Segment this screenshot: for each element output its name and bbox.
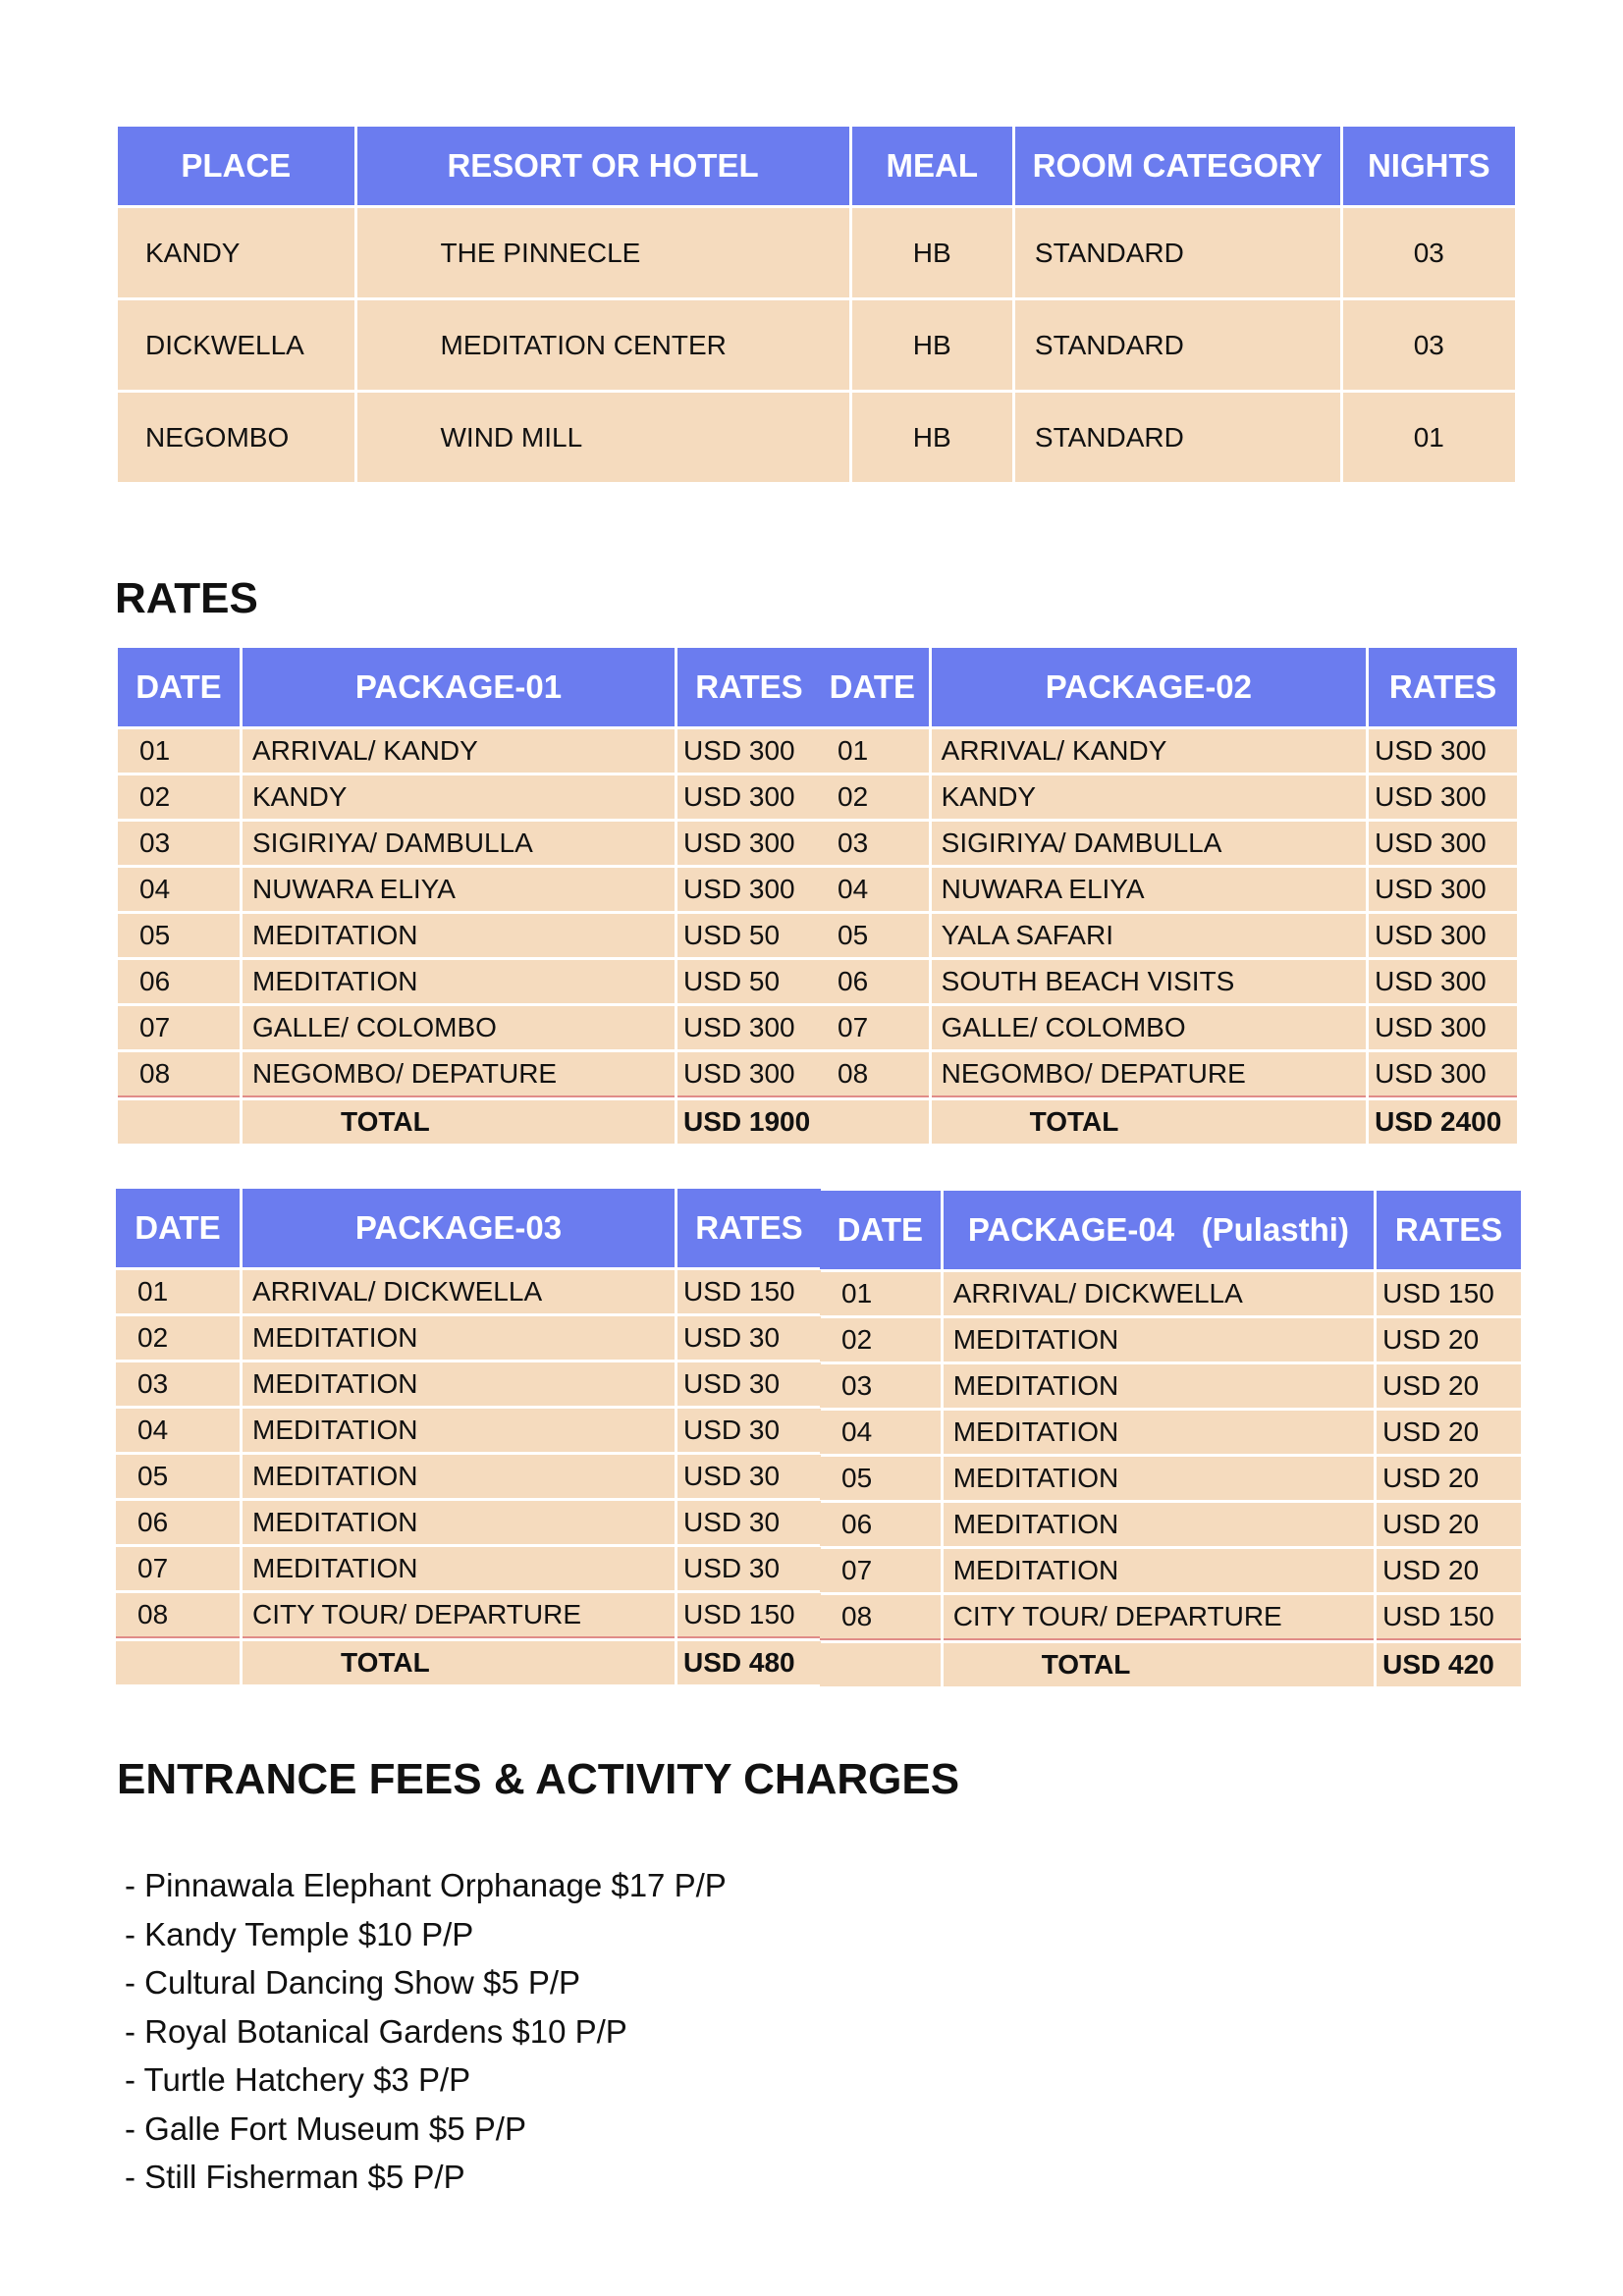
- table-row: [118, 775, 821, 819]
- date-cell: 08: [116, 1593, 240, 1638]
- nights-cell: 03: [1343, 300, 1515, 390]
- package-header-row: [820, 1191, 1521, 1269]
- date-cell: 01: [118, 729, 240, 773]
- package-header-row: [816, 648, 1517, 726]
- rate-cell: USD 150: [677, 1270, 821, 1313]
- rate-cell: USD 300: [1369, 1006, 1517, 1049]
- table-row: [118, 1006, 821, 1049]
- empty-cell: [820, 1643, 941, 1686]
- rate-cell: USD 20: [1377, 1503, 1521, 1546]
- header-date: DATE: [816, 648, 929, 726]
- total-row: [116, 1641, 821, 1684]
- date-cell: 03: [116, 1362, 240, 1406]
- activity-cell: MEDITATION: [944, 1457, 1374, 1500]
- table-row: [820, 1364, 1521, 1408]
- total-value: USD 2400: [1369, 1100, 1517, 1144]
- activity-cell: NEGOMBO/ DEPATURE: [932, 1052, 1367, 1097]
- rate-cell: USD 20: [1377, 1549, 1521, 1592]
- table-row: [816, 1006, 1517, 1049]
- package-header-row: [118, 648, 821, 726]
- table-row: [118, 914, 821, 957]
- activity-cell: ARRIVAL/ KANDY: [932, 729, 1367, 773]
- date-cell: 05: [820, 1457, 941, 1500]
- table-row: [118, 1052, 821, 1097]
- rate-cell: USD 300: [677, 822, 821, 865]
- table-row: [820, 1549, 1521, 1592]
- table-row: [820, 1318, 1521, 1362]
- rate-cell: USD 300: [677, 775, 821, 819]
- header-rates: RATES: [1377, 1191, 1521, 1269]
- rate-cell: USD 150: [1377, 1272, 1521, 1315]
- table-row: [816, 1052, 1517, 1097]
- header-room-category: ROOM CATEGORY: [1015, 127, 1340, 205]
- activity-cell: MEDITATION: [944, 1364, 1374, 1408]
- date-cell: 05: [116, 1455, 240, 1498]
- place-cell: KANDY: [118, 208, 354, 297]
- date-cell: 01: [116, 1270, 240, 1313]
- rate-cell: USD 300: [1369, 775, 1517, 819]
- nights-cell: 01: [1343, 393, 1515, 482]
- list-item: - Pinnawala Elephant Orphanage $17 P/P: [125, 1867, 727, 1903]
- activity-cell: MEDITATION: [243, 1409, 675, 1452]
- date-cell: 07: [820, 1549, 941, 1592]
- list-item: - Galle Fort Museum $5 P/P: [125, 2109, 526, 2147]
- package-header-row: [116, 1189, 821, 1267]
- meal-cell: HB: [852, 208, 1012, 297]
- rate-cell: USD 300: [677, 729, 821, 773]
- nights-cell: 03: [1343, 208, 1515, 297]
- empty-cell: [816, 1100, 929, 1144]
- activity-cell: MEDITATION: [243, 1316, 675, 1360]
- list-item: - Still Fisherman $5 P/P: [125, 2159, 465, 2195]
- rate-cell: USD 20: [1377, 1318, 1521, 1362]
- date-cell: 06: [116, 1501, 240, 1544]
- package-04-table: [817, 1188, 1524, 1689]
- header-nights: NIGHTS: [1343, 127, 1515, 205]
- header-rates: RATES: [677, 1189, 821, 1267]
- date-cell: 06: [118, 960, 240, 1003]
- room-category-cell: STANDARD: [1015, 208, 1340, 297]
- activity-cell: SOUTH BEACH VISITS: [932, 960, 1367, 1003]
- activity-cell: MEDITATION: [243, 1455, 675, 1498]
- table-row: [118, 822, 821, 865]
- date-cell: 04: [118, 868, 240, 911]
- date-cell: 05: [118, 914, 240, 957]
- meal-cell: HB: [852, 300, 1012, 390]
- total-row: [816, 1100, 1517, 1144]
- header-package: PACKAGE-03: [243, 1189, 675, 1267]
- rate-cell: USD 300: [677, 868, 821, 911]
- table-row: [816, 960, 1517, 1003]
- date-cell: 02: [116, 1316, 240, 1360]
- total-value: USD 1900: [677, 1100, 821, 1144]
- activity-cell: NUWARA ELIYA: [243, 868, 675, 911]
- rate-cell: USD 300: [1369, 914, 1517, 957]
- accommodation-table: [115, 124, 1518, 485]
- meal-cell: HB: [852, 393, 1012, 482]
- header-date: DATE: [118, 648, 240, 726]
- date-cell: 04: [816, 868, 929, 911]
- header-date: DATE: [116, 1189, 240, 1267]
- entrance-fees-heading: ENTRANCE FEES & ACTIVITY CHARGES: [117, 1755, 960, 1803]
- hotel-cell: WIND MILL: [357, 393, 849, 482]
- total-row: [820, 1643, 1521, 1686]
- package-01-table: [115, 645, 824, 1147]
- room-category-cell: STANDARD: [1015, 300, 1340, 390]
- rate-cell: USD 300: [1369, 1052, 1517, 1097]
- date-cell: 08: [820, 1595, 941, 1640]
- rate-cell: USD 150: [677, 1593, 821, 1638]
- table-row: [820, 1457, 1521, 1500]
- table-row: [820, 1595, 1521, 1640]
- activity-cell: CITY TOUR/ DEPARTURE: [243, 1593, 675, 1638]
- date-cell: 05: [816, 914, 929, 957]
- date-cell: 01: [820, 1272, 941, 1315]
- rate-cell: USD 20: [1377, 1411, 1521, 1454]
- header-rates: RATES: [677, 648, 821, 726]
- date-cell: 02: [118, 775, 240, 819]
- activity-cell: MEDITATION: [243, 960, 675, 1003]
- date-cell: 02: [816, 775, 929, 819]
- table-row: [116, 1501, 821, 1544]
- activity-cell: ARRIVAL/ DICKWELLA: [243, 1270, 675, 1313]
- total-value: USD 480: [677, 1641, 821, 1684]
- rate-cell: USD 20: [1377, 1364, 1521, 1408]
- rate-cell: USD 30: [677, 1547, 821, 1590]
- table-row: [118, 868, 821, 911]
- rate-cell: USD 50: [677, 914, 821, 957]
- rate-cell: USD 300: [677, 1052, 821, 1097]
- entrance-fees-list: [125, 1861, 727, 2202]
- table-row: [816, 914, 1517, 957]
- table-row: [816, 868, 1517, 911]
- table-row: [816, 775, 1517, 819]
- date-cell: 06: [816, 960, 929, 1003]
- total-row: [118, 1100, 821, 1144]
- activity-cell: GALLE/ COLOMBO: [932, 1006, 1367, 1049]
- date-cell: 06: [820, 1503, 941, 1546]
- table-row: [820, 1272, 1521, 1315]
- list-item: - Royal Botanical Gardens $10 P/P: [125, 2012, 627, 2050]
- hotel-cell: MEDITATION CENTER: [357, 300, 849, 390]
- date-cell: 07: [118, 1006, 240, 1049]
- activity-cell: MEDITATION: [243, 1501, 675, 1544]
- place-cell: DICKWELLA: [118, 300, 354, 390]
- table-row: [118, 208, 1515, 297]
- table-row: [118, 729, 821, 773]
- activity-cell: SIGIRIYA/ DAMBULLA: [932, 822, 1367, 865]
- table-row: [816, 729, 1517, 773]
- rate-cell: USD 300: [677, 1006, 821, 1049]
- rate-cell: USD 300: [1369, 960, 1517, 1003]
- header-package: PACKAGE-02: [932, 648, 1367, 726]
- total-label: TOTAL: [243, 1100, 675, 1144]
- table-row: [116, 1593, 821, 1638]
- header-meal: MEAL: [852, 127, 1012, 205]
- activity-cell: MEDITATION: [944, 1503, 1374, 1546]
- activity-cell: KANDY: [243, 775, 675, 819]
- header-package: PACKAGE-04 (Pulasthi): [944, 1191, 1374, 1269]
- header-place: PLACE: [118, 127, 354, 205]
- hotel-cell: THE PINNECLE: [357, 208, 849, 297]
- header-date: DATE: [820, 1191, 941, 1269]
- table-row: [118, 960, 821, 1003]
- table-row: [116, 1455, 821, 1498]
- date-cell: 01: [816, 729, 929, 773]
- rate-cell: USD 30: [677, 1316, 821, 1360]
- activity-cell: MEDITATION: [243, 1547, 675, 1590]
- date-cell: 02: [820, 1318, 941, 1362]
- date-cell: 07: [816, 1006, 929, 1049]
- table-row: [116, 1547, 821, 1590]
- package-02-table: [813, 645, 1520, 1147]
- empty-cell: [116, 1641, 240, 1684]
- rate-cell: USD 20: [1377, 1457, 1521, 1500]
- date-cell: 04: [116, 1409, 240, 1452]
- rate-cell: USD 30: [677, 1409, 821, 1452]
- table-row: [118, 393, 1515, 482]
- date-cell: 08: [118, 1052, 240, 1097]
- table-row: [118, 300, 1515, 390]
- activity-cell: NEGOMBO/ DEPATURE: [243, 1052, 675, 1097]
- activity-cell: MEDITATION: [944, 1411, 1374, 1454]
- date-cell: 04: [820, 1411, 941, 1454]
- list-item: - Cultural Dancing Show $5 P/P: [125, 1964, 581, 2001]
- activity-cell: YALA SAFARI: [932, 914, 1367, 957]
- table-row: [816, 822, 1517, 865]
- total-label: TOTAL: [932, 1100, 1367, 1144]
- total-label: TOTAL: [243, 1641, 675, 1684]
- activity-cell: MEDITATION: [243, 1362, 675, 1406]
- header-rates: RATES: [1369, 648, 1517, 726]
- activity-cell: ARRIVAL/ DICKWELLA: [944, 1272, 1374, 1315]
- header-resort-or-hotel: RESORT OR HOTEL: [357, 127, 849, 205]
- table-row: [116, 1409, 821, 1452]
- date-cell: 03: [816, 822, 929, 865]
- rate-cell: USD 30: [677, 1455, 821, 1498]
- date-cell: 03: [820, 1364, 941, 1408]
- activity-cell: ARRIVAL/ KANDY: [243, 729, 675, 773]
- empty-cell: [118, 1100, 240, 1144]
- table-row: [116, 1270, 821, 1313]
- activity-cell: MEDITATION: [944, 1318, 1374, 1362]
- activity-cell: MEDITATION: [243, 914, 675, 957]
- room-category-cell: STANDARD: [1015, 393, 1340, 482]
- activity-cell: NUWARA ELIYA: [932, 868, 1367, 911]
- package-03-table: [113, 1186, 824, 1687]
- activity-cell: KANDY: [932, 775, 1367, 819]
- rates-heading: RATES: [115, 574, 258, 622]
- activity-cell: GALLE/ COLOMBO: [243, 1006, 675, 1049]
- table-row: [820, 1503, 1521, 1546]
- place-cell: NEGOMBO: [118, 393, 354, 482]
- table-row: [820, 1411, 1521, 1454]
- header-package: PACKAGE-01: [243, 648, 675, 726]
- rate-cell: USD 30: [677, 1362, 821, 1406]
- rate-cell: USD 30: [677, 1501, 821, 1544]
- date-cell: 08: [816, 1052, 929, 1097]
- date-cell: 07: [116, 1547, 240, 1590]
- total-label: TOTAL: [944, 1643, 1374, 1686]
- date-cell: 03: [118, 822, 240, 865]
- rate-cell: USD 300: [1369, 868, 1517, 911]
- rate-cell: USD 300: [1369, 729, 1517, 773]
- activity-cell: CITY TOUR/ DEPARTURE: [944, 1595, 1374, 1640]
- rate-cell: USD 50: [677, 960, 821, 1003]
- list-item: - Kandy Temple $10 P/P: [125, 1915, 474, 1952]
- table-row: [116, 1362, 821, 1406]
- activity-cell: SIGIRIYA/ DAMBULLA: [243, 822, 675, 865]
- table-row: [116, 1316, 821, 1360]
- total-value: USD 420: [1377, 1643, 1521, 1686]
- accommodation-header-row: [118, 127, 1515, 205]
- rate-cell: USD 300: [1369, 822, 1517, 865]
- rate-cell: USD 150: [1377, 1595, 1521, 1640]
- activity-cell: MEDITATION: [944, 1549, 1374, 1592]
- list-item: - Turtle Hatchery $3 P/P: [125, 2061, 471, 2098]
